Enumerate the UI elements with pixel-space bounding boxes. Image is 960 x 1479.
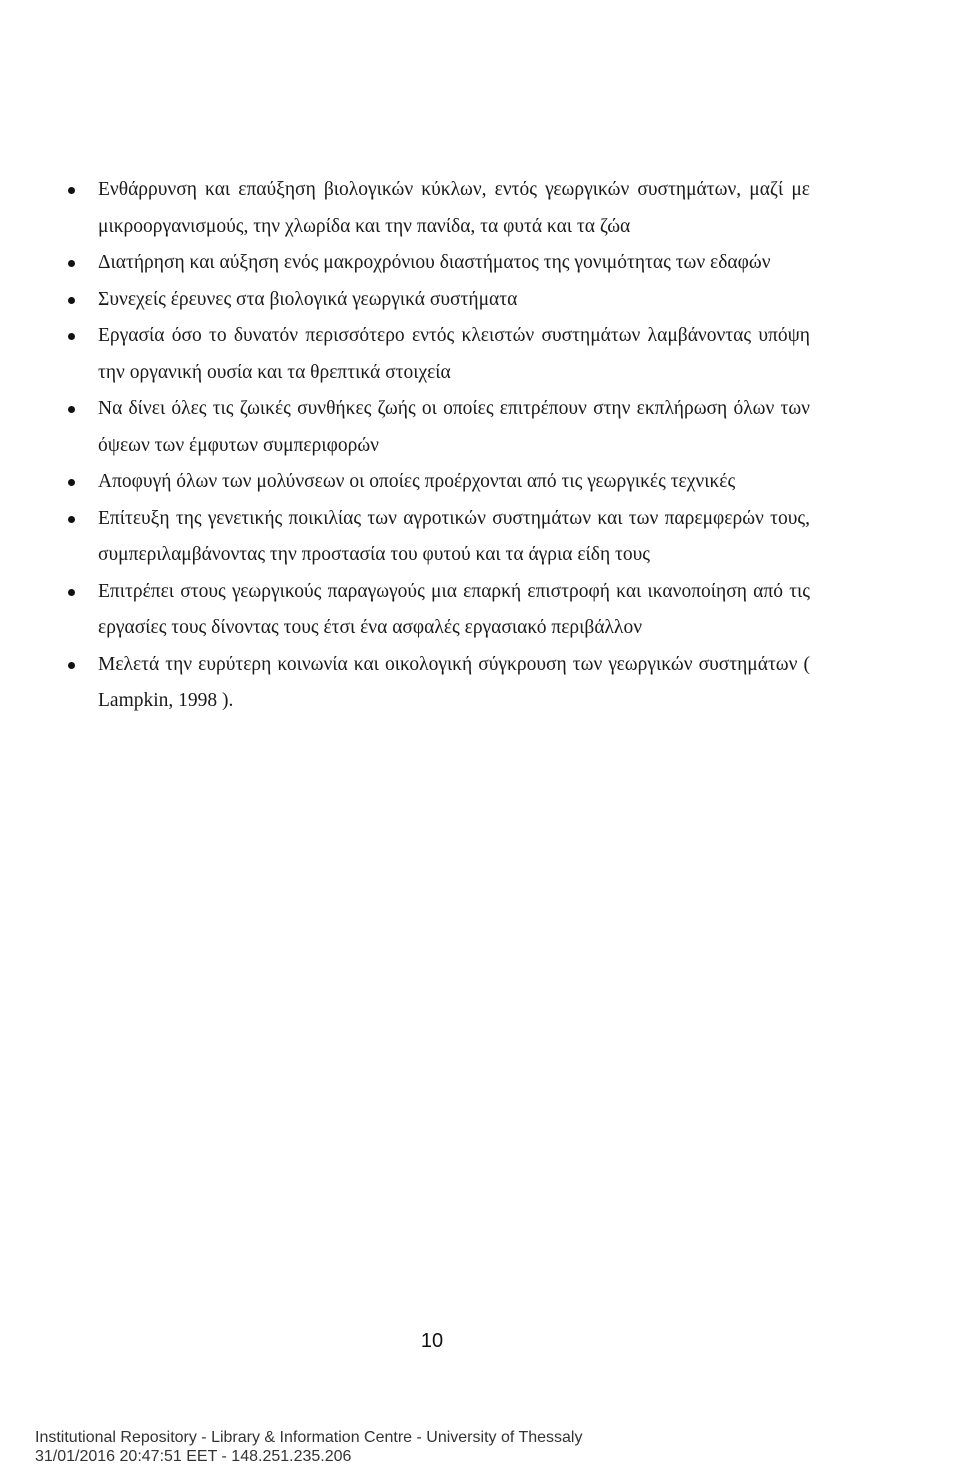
- list-item: [66, 282, 810, 319]
- list-item-text: Μελετά την ευρύτερη κοινωνία και οικολογική σύγκρουση των γεωργικών συστημάτων ( Lampkin, 1998 ).: [98, 653, 810, 711]
- list-item-text: Συνεχείς έρευνες στα βιολογικά γεωργικά συστήματα: [98, 288, 518, 310]
- bullet-icon: [68, 662, 75, 669]
- list-item: [66, 172, 810, 245]
- list-item: [66, 501, 810, 574]
- bullet-icon: [68, 479, 75, 486]
- bullet-icon: [68, 297, 75, 304]
- bullet-icon: [68, 187, 75, 194]
- list-item: [66, 574, 810, 647]
- list-item-text: Να δίνει όλες τις ζωικές συνθήκες ζωής οι οποίες επιτρέπουν στην εκπλήρωση όλων των όψεων των έμφυτων συμπεριφορών: [98, 398, 810, 456]
- list-item-text: Επιτρέπει στους γεωργικούς παραγωγούς μια επαρκή επιστροφή και ικανοποίηση από τις εργασίες τους δίνοντας τους έτσι ένα ασφαλές εργασιακό περιβάλλον: [98, 580, 810, 638]
- list-item-text: Διατήρηση και αύξηση ενός μακροχρόνιου διαστήματος της γονιμότητας των εδαφών: [98, 252, 771, 273]
- list-item-text: Αποφυγή όλων των μολύνσεων οι οποίες προέρχονται από τις γεωργικές τεχνικές: [98, 471, 736, 492]
- list-item-text: Ενθάρρυνση και επαύξηση βιολογικών κύκλων, εντός γεωργικών συστημάτων, μαζί με μικροοργανισμούς, την χλωρίδα και την πανίδα, τα φυτά και τα ζώα: [98, 179, 810, 237]
- footer-timestamp-line: 31/01/2016 20:47:51 EET - 148.251.235.206: [35, 1448, 352, 1465]
- bullet-icon: [68, 406, 75, 413]
- page-number: 10: [420, 1330, 444, 1352]
- repository-footer: [35, 1428, 582, 1466]
- list-item: [66, 245, 810, 282]
- footer-repository-line: Institutional Repository - Library & Information Centre - University of Thessaly: [35, 1429, 583, 1446]
- list-item: [66, 318, 810, 391]
- list-item-text: Εργασία όσο το δυνατόν περισσότερο εντός κλειστών συστημάτων λαμβάνοντας υπόψη την οργανική ουσία και τα θρεπτικά στοιχεία: [98, 325, 810, 383]
- list-item: [66, 391, 810, 464]
- list-item: [66, 464, 810, 501]
- bullet-icon: [68, 333, 75, 340]
- bullet-icon: [68, 589, 75, 596]
- bullet-list: [66, 172, 810, 720]
- list-item: [66, 647, 810, 720]
- list-item-text: Επίτευξη της γενετικής ποικιλίας των αγροτικών συστημάτων και των παρεμφερών τους, συμπεριλαμβάνοντας την προστασία του φυτού και τα άγρια είδη τους: [98, 507, 810, 565]
- bullet-icon: [68, 260, 75, 267]
- bullet-icon: [68, 516, 75, 523]
